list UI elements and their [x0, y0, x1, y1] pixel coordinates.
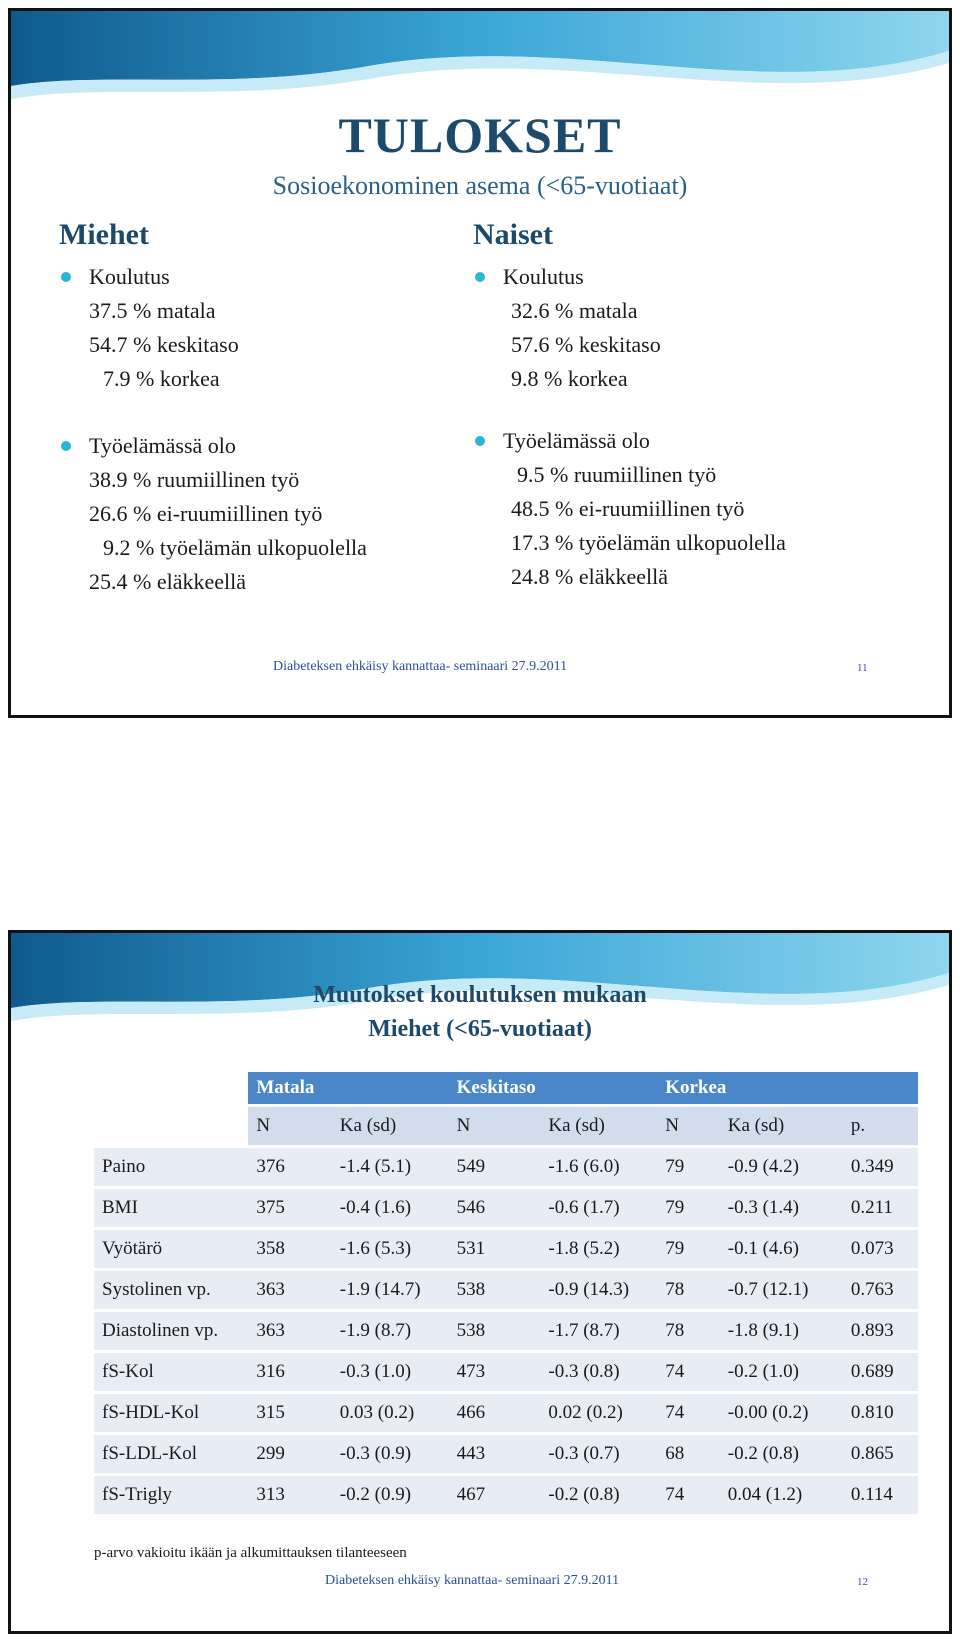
table-cell: -0.3 (1.0) [332, 1353, 449, 1391]
table-cell: 316 [248, 1353, 331, 1391]
table-cell: -0.2 (1.0) [720, 1353, 843, 1391]
table-cell: 473 [449, 1353, 541, 1391]
table-column-header: Ka (sd) [720, 1107, 843, 1145]
table-cell: -0.6 (1.7) [540, 1189, 657, 1227]
slide-subtitle: Miehet (<65-vuotiaat) [368, 1016, 592, 1042]
men-education-block [59, 260, 239, 396]
bullet-icon [475, 272, 485, 282]
bullet-icon [61, 441, 71, 451]
page-number: 11 [857, 662, 868, 674]
table-row-label: Paino [94, 1148, 248, 1186]
list-item: 17.3 % työelämän ulkopuolella [511, 530, 786, 555]
list-item: Työelämässä olo [59, 429, 367, 463]
table-row [94, 1271, 918, 1309]
table-row-label: fS-HDL-Kol [94, 1394, 248, 1432]
list-item: 37.5 % matala [89, 298, 216, 323]
table-cell: 0.810 [843, 1394, 918, 1432]
table-cell: 0.114 [843, 1476, 918, 1514]
table-row [94, 1435, 918, 1473]
table-cell: 546 [449, 1189, 541, 1227]
list-item: 24.8 % eläkkeellä [511, 564, 668, 589]
table-group-header: Matala [248, 1072, 448, 1104]
table-cell: -0.00 (0.2) [720, 1394, 843, 1432]
table-cell: -0.7 (12.1) [720, 1271, 843, 1309]
table-row-label: fS-Kol [94, 1353, 248, 1391]
table-column-header: N [657, 1107, 720, 1145]
table-column-header: N [449, 1107, 541, 1145]
table-cell: 358 [248, 1230, 331, 1268]
table-cell: 299 [248, 1435, 331, 1473]
bullet-icon [61, 272, 71, 282]
list-item: 26.6 % ei-ruumiillinen työ [89, 501, 323, 526]
table-corner-cell [94, 1072, 248, 1104]
table-row [94, 1353, 918, 1391]
table-cell: -1.8 (9.1) [720, 1312, 843, 1350]
table-row-label: Vyötärö [94, 1230, 248, 1268]
list-item: 9.8 % korkea [511, 366, 628, 391]
bullet-icon [475, 436, 485, 446]
slide-12 [8, 930, 952, 1634]
wave-header-decoration [11, 11, 949, 121]
table-cell: 78 [657, 1312, 720, 1350]
table-cell: 78 [657, 1271, 720, 1309]
table-row-label: fS-Trigly [94, 1476, 248, 1514]
slide-footer: Diabeteksen ehkäisy kannattaa- seminaari 27.9.2011 [273, 659, 568, 674]
table-cell: -0.2 (0.9) [332, 1476, 449, 1514]
table-cell: -1.8 (5.2) [540, 1230, 657, 1268]
table-cell: 79 [657, 1189, 720, 1227]
table-column-header: Ka (sd) [540, 1107, 657, 1145]
table-cell: 538 [449, 1271, 541, 1309]
table-row-label: fS-LDL-Kol [94, 1435, 248, 1473]
table-cell: -0.3 (1.4) [720, 1189, 843, 1227]
table-subheader-row [94, 1107, 918, 1145]
table-cell: 549 [449, 1148, 541, 1186]
slide-11 [8, 8, 952, 718]
table-cell: -0.3 (0.8) [540, 1353, 657, 1391]
slide-title: TULOKSET [338, 107, 622, 163]
table-cell: 79 [657, 1148, 720, 1186]
list-item: Koulutus [473, 260, 661, 294]
table-cell: 0.04 (1.2) [720, 1476, 843, 1514]
table-row [94, 1189, 918, 1227]
table-cell: 363 [248, 1312, 331, 1350]
table-cell: -1.9 (8.7) [332, 1312, 449, 1350]
table-cell: 0.763 [843, 1271, 918, 1309]
table-group-header: Keskitaso [449, 1072, 658, 1104]
table-cell: -0.2 (0.8) [540, 1476, 657, 1514]
table-row-label: Systolinen vp. [94, 1271, 248, 1309]
table-cell: -1.4 (5.1) [332, 1148, 449, 1186]
table-cell: 74 [657, 1476, 720, 1514]
table-cell: 0.893 [843, 1312, 918, 1350]
list-item: 7.9 % korkea [103, 366, 220, 391]
table-row-label: BMI [94, 1189, 248, 1227]
table-cell: -1.6 (5.3) [332, 1230, 449, 1268]
slide-title: Muutokset koulutuksen mukaan [313, 982, 647, 1008]
table-cell: -0.4 (1.6) [332, 1189, 449, 1227]
table-cell: -1.9 (14.7) [332, 1271, 449, 1309]
table-row-label: Diastolinen vp. [94, 1312, 248, 1350]
women-work-block [473, 424, 786, 594]
slide-footer: Diabeteksen ehkäisy kannattaa- seminaari 27.9.2011 [325, 1573, 620, 1588]
list-item: 38.9 % ruumiillinen työ [89, 467, 300, 492]
list-item: 32.6 % matala [511, 298, 638, 323]
table-cell: 315 [248, 1394, 331, 1432]
table-cell: 0.689 [843, 1353, 918, 1391]
men-work-block [59, 429, 367, 599]
women-heading: Naiset [473, 218, 553, 251]
table-cell: 375 [248, 1189, 331, 1227]
list-item: 48.5 % ei-ruumiillinen työ [511, 496, 745, 521]
table-cell: 0.03 (0.2) [332, 1394, 449, 1432]
list-item: 54.7 % keskitaso [89, 332, 239, 357]
list-item: Koulutus [59, 260, 239, 294]
table-row [94, 1148, 918, 1186]
table-group-header: Korkea [657, 1072, 843, 1104]
table-cell: 74 [657, 1353, 720, 1391]
table-cell: 363 [248, 1271, 331, 1309]
table-cell: 531 [449, 1230, 541, 1268]
table-cell: -1.6 (6.0) [540, 1148, 657, 1186]
table-cell: 0.349 [843, 1148, 918, 1186]
list-item: 9.2 % työelämän ulkopuolella [103, 535, 367, 560]
table-cell: -1.7 (8.7) [540, 1312, 657, 1350]
table-cell: 467 [449, 1476, 541, 1514]
results-table [94, 1069, 918, 1517]
table-cell: 376 [248, 1148, 331, 1186]
table-group-header-row [94, 1072, 918, 1104]
table-cell: 443 [449, 1435, 541, 1473]
table-cell: -0.1 (4.6) [720, 1230, 843, 1268]
page-number: 12 [857, 1576, 868, 1588]
table-footnote: p-arvo vakioitu ikään ja alkumittauksen tilanteeseen [94, 1545, 407, 1561]
table-cell: 79 [657, 1230, 720, 1268]
table-column-header: Ka (sd) [332, 1107, 449, 1145]
table-cell: 313 [248, 1476, 331, 1514]
table-cell: 68 [657, 1435, 720, 1473]
table-cell: -0.3 (0.9) [332, 1435, 449, 1473]
table-column-header: N [248, 1107, 331, 1145]
table-cell: 74 [657, 1394, 720, 1432]
women-education-block [473, 260, 661, 396]
list-item: 9.5 % ruumiillinen työ [517, 462, 717, 487]
men-heading: Miehet [59, 218, 149, 251]
table-group-header [843, 1072, 918, 1104]
table-cell: -0.2 (0.8) [720, 1435, 843, 1473]
table-cell: 0.865 [843, 1435, 918, 1473]
table-cell: -0.3 (0.7) [540, 1435, 657, 1473]
table-row [94, 1312, 918, 1350]
list-item: Työelämässä olo [473, 424, 786, 458]
table-cell: 0.073 [843, 1230, 918, 1268]
table-cell: -0.9 (4.2) [720, 1148, 843, 1186]
list-item: 57.6 % keskitaso [511, 332, 661, 357]
list-item: 25.4 % eläkkeellä [89, 569, 246, 594]
table-cell: 466 [449, 1394, 541, 1432]
table-row [94, 1394, 918, 1432]
table-cell: -0.9 (14.3) [540, 1271, 657, 1309]
slide-subtitle: Sosioekonominen asema (<65-vuotiaat) [272, 171, 688, 200]
table-row [94, 1476, 918, 1514]
table-cell: 0.02 (0.2) [540, 1394, 657, 1432]
table-cell: 0.211 [843, 1189, 918, 1227]
table-cell: 538 [449, 1312, 541, 1350]
table-row [94, 1230, 918, 1268]
table-column-header: p. [843, 1107, 918, 1145]
table-corner-cell [94, 1107, 248, 1145]
